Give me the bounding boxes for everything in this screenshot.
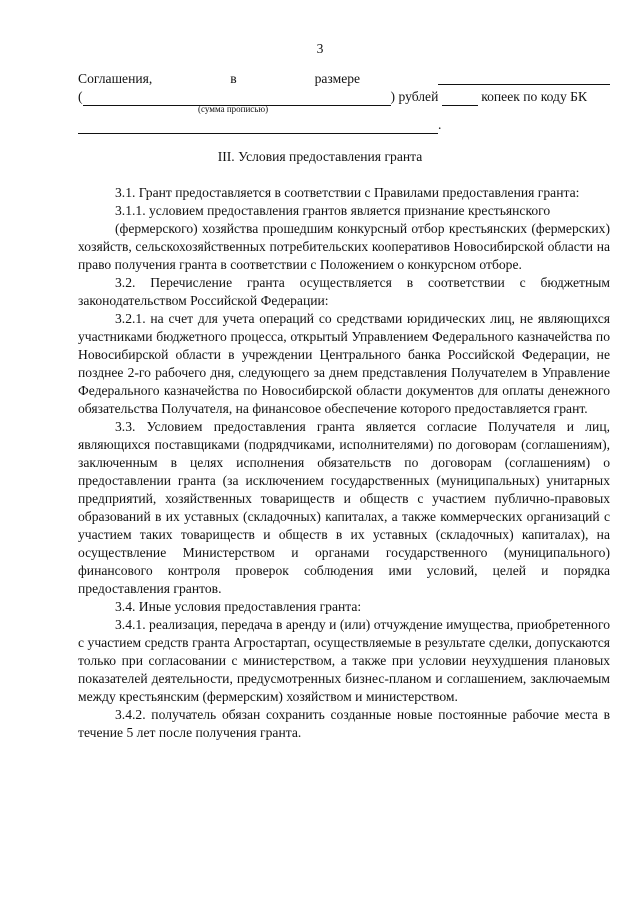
paragraph-3-3: 3.3. Условием предоставления гранта является согласие Получателя и лиц, являющихся поставщиками (подрядчиками, исполнителями) по договорам (соглашениям), заключенным в целях исполнения обязательств по договорам (соглашениям) о предоставлении гранта (за исключением государственных (муниципальных) унитарных предприятий, хозяйственных товариществ и обществ с участием публично-правовых образований в их уставных (складочных) капиталах, а также коммерческих организаций с участием таких товариществ и обществ в их уставных (складочных) капиталах), на осуществление Министерством и органами государственного (муниципального) финансового контроля проверок соблюдения ими условий, целей и порядка предоставления грантов. xyxy=(78,419,610,596)
word-amount: размере xyxy=(314,71,361,86)
rubles-label: ) рублей xyxy=(390,89,439,104)
paragraph-3-4-1: 3.4.1. реализация, передача в аренду и (или) отчуждение имущества, приобретенного с участием средств гранта Агростартап, осуществляемые в результате сделки, допускаются только при согласовании с министерством, а также при условии неухудшения плановых показателей деятельности, предусмотренных бизнес-планом и соглашением, заключаемым между крестьянским (фермерским) хозяйством и министерством. xyxy=(78,617,610,704)
page-number: 3 xyxy=(316,41,324,56)
paragraph-3-1: 3.1. Грант предоставляется в соответствии с Правилами предоставления гранта: xyxy=(115,185,580,200)
section-body xyxy=(78,184,610,742)
kopecks-label: копеек по коду БК xyxy=(481,89,588,104)
line3-period: . xyxy=(438,117,442,132)
amount-hint: (сумма прописью) xyxy=(198,104,269,114)
kopecks-blank xyxy=(442,91,478,106)
paragraph-3-4: 3.4. Иные условия предоставления гранта: xyxy=(115,599,362,614)
paragraph-3-2-1: 3.2.1. на счет для учета операций со средствами юридических лиц, не являющихся участниками бюджетного процесса, открытый Управлением Федерального казначейства по Новосибирской области в учреждении Центрального банка Российской Федерации, не позднее 2-го рабочего дня, следующего за днем представления Получателем в Управление Федерального казначейства по Новосибирской области документов для оплаты денежного обязательства Получателя, на финансовое обеспечение которого предоставляется грант. xyxy=(78,311,610,416)
amount-line-3 xyxy=(78,116,610,134)
paragraph-3-1-1-cont: (фермерского) хозяйства прошедшим конкурсный отбор крестьянских (фермерских) хозяйств, сельскохозяйственных потребительских кооперативов Новосибирской области на право получения гранта в соответствии с Положением о конкурсном отборе. xyxy=(78,221,610,272)
amount-blank xyxy=(438,70,610,85)
word-agreement: Соглашения, xyxy=(78,71,153,86)
section-title: III. Условия предоставления гранта xyxy=(217,149,423,164)
amount-line-2 xyxy=(78,88,610,106)
paragraph-3-2: 3.2. Перечисление гранта осуществляется в соответствии с бюджетным законодательством Российской Федерации: xyxy=(78,275,610,308)
paren-open: ( xyxy=(78,89,83,104)
paragraph-3-1-1: 3.1.1. условием предоставления грантов является признание крестьянского xyxy=(115,203,551,218)
bk-code-blank xyxy=(78,119,438,134)
word-in: в xyxy=(230,71,237,86)
amount-line-1 xyxy=(78,70,610,88)
paragraph-3-4-2: 3.4.2. получатель обязан сохранить созданные новые постоянные рабочие места в течение 5 лет после получения гранта. xyxy=(78,707,610,740)
